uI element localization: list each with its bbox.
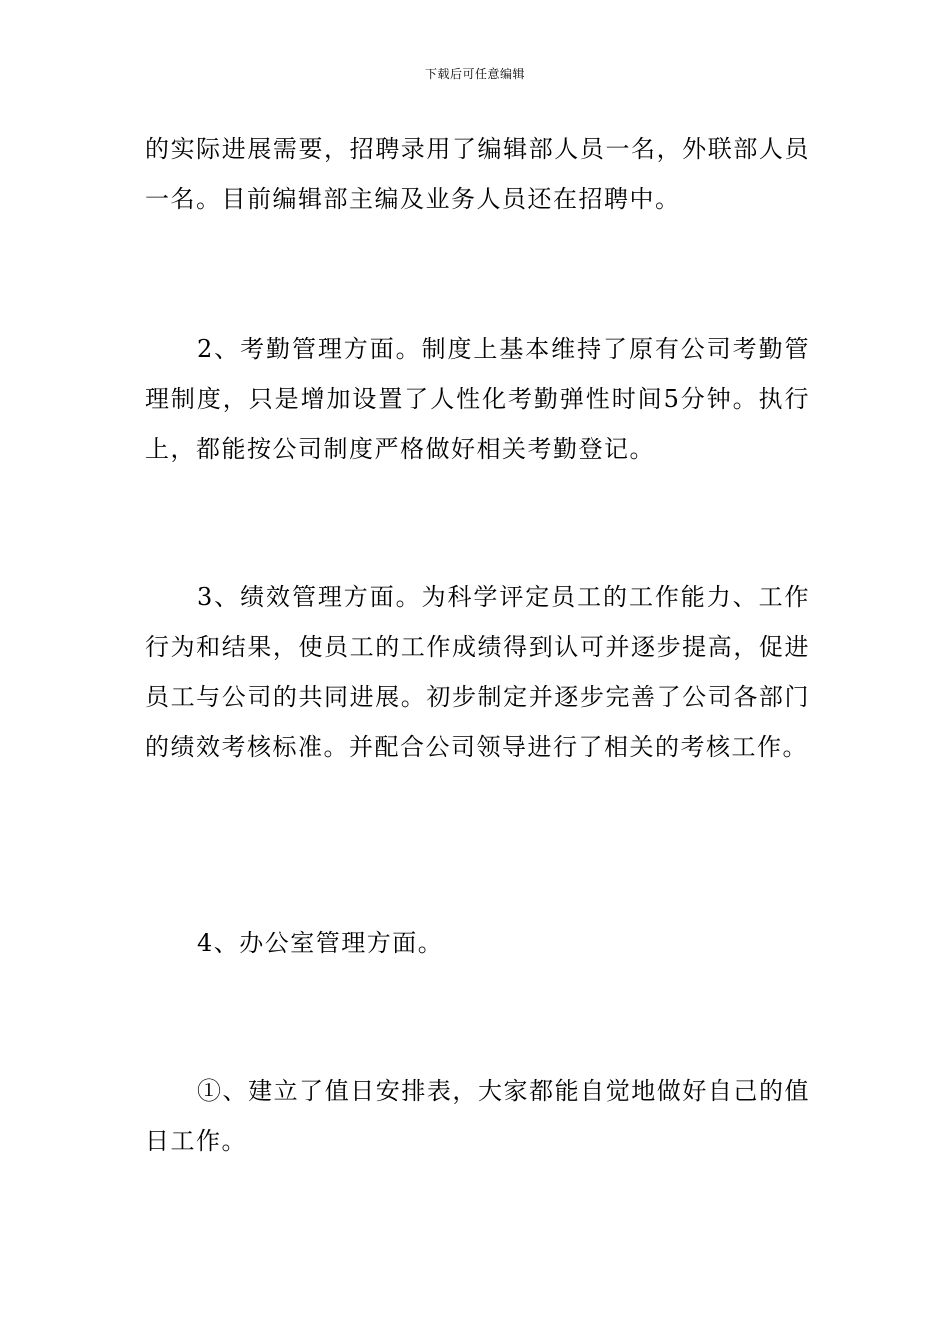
page-header: 下载后可任意编辑 xyxy=(424,67,525,81)
paragraph-recruitment-continuation: 的实际进展需要，招聘录用了编辑部人员一名，外联部人员一名。目前编辑部主编及业务人员还在招聘中。 xyxy=(145,135,810,213)
paragraph-duty-roster: ①、建立了值日安排表，大家都能自觉地做好自己的值日工作。 xyxy=(145,1077,810,1155)
paragraph-performance-management: 3、绩效管理方面。为科学评定员工的工作能力、工作行为和结果，使员工的工作成绩得到认可并逐步提高，促进员工与公司的共同进展。初步制定并逐步完善了公司各部门的绩效考核标准。并配合公司领导进行了相关的考核工作。 xyxy=(145,583,810,761)
paragraph-office-management-heading: 4、办公室管理方面。 xyxy=(197,929,444,957)
paragraph-attendance-management: 2、考勤管理方面。制度上基本维持了原有公司考勤管理制度，只是增加设置了人性化考勤弹性时间5分钟。执行上，都能按公司制度严格做好相关考勤登记。 xyxy=(145,335,810,463)
